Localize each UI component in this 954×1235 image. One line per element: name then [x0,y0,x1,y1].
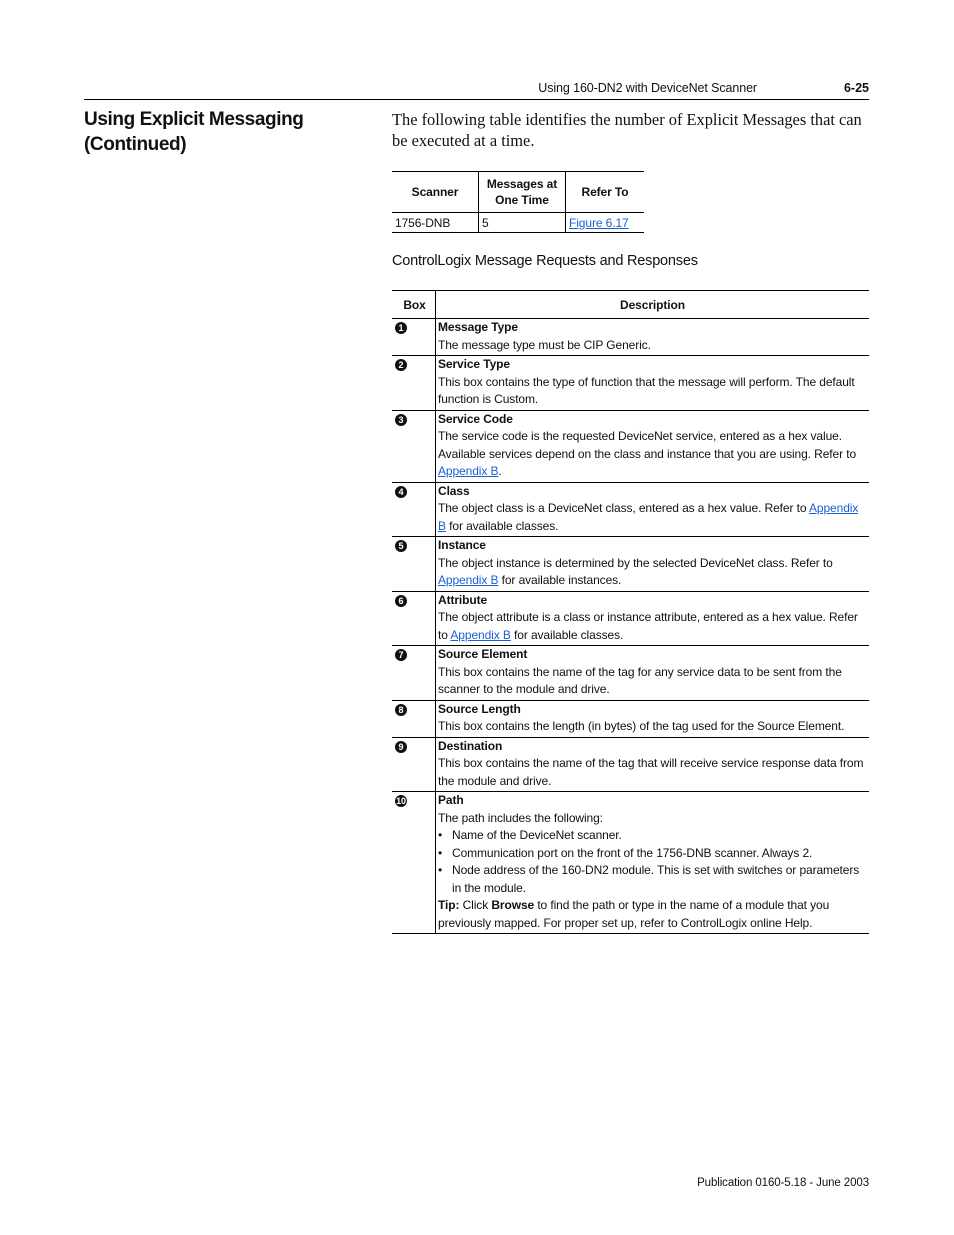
section-title-line2: (Continued) [84,134,187,155]
field-description-text: This box contains the type of function that the message will perform. The default function is Custom. [438,374,855,406]
description-cell [436,410,870,482]
table-caption: ControlLogix Message Requests and Responses [392,253,698,269]
field-description-suffix: for available classes. [514,627,624,642]
field-description-suffix: for available classes. [449,518,559,533]
table-row [392,700,869,737]
field-description-suffix: . [498,464,502,478]
box-number-cell [392,591,436,646]
box-description-table [392,290,869,934]
field-description [438,500,867,535]
cell-refer-to [566,213,645,233]
field-description-text: This box contains the name of the tag for any service data to be sent from the scanner to the module and drive. [438,664,842,696]
field-title: Source Element [438,647,528,661]
col-box: Box [392,291,436,319]
box-number-cell [392,537,436,592]
box-number-badge: 2 [395,359,407,371]
tip-note [438,897,867,932]
field-description-text: The path includes the following: [438,810,603,825]
list-item: • Node address of the 160-DN2 module. This is set with switches or parameters in the module. [438,862,867,897]
box-number-badge: 6 [395,595,407,607]
description-cell [436,737,870,792]
field-title: Source Length [438,701,521,716]
box-number-badge: 9 [395,741,407,753]
field-title: Path [438,793,464,807]
messages-table-header [392,172,644,213]
field-title: Instance [438,538,486,552]
messages-table [392,171,644,233]
col-messages: Messages at One Time [479,172,566,213]
box-number-badge: 5 [395,540,407,552]
field-title: Class [438,483,470,498]
page-number: 6-25 [843,81,869,95]
field-title: Attribute [438,592,488,607]
field-description [438,810,867,828]
header-rule [84,99,869,100]
table-row [392,410,869,482]
tip-label: Tip: [438,898,460,912]
box-number-cell [392,700,436,737]
section-title [84,107,344,157]
table-row [392,213,644,233]
table-row [392,792,869,934]
running-header-title: Using 160-DN2 with DeviceNet Scanner [538,81,757,95]
publication-footer: Publication 0160-5.18 - June 2003 [697,1177,869,1189]
box-number-cell [392,646,436,701]
field-description [438,664,867,699]
appendix-b-link[interactable]: Appendix B [438,464,499,478]
list-item: • Communication port on the front of the 1756-DNB scanner. Always 2. [438,845,867,863]
table-row [392,482,869,537]
col-scanner: Scanner [392,172,479,213]
description-cell [436,792,870,934]
box-number-badge: 8 [395,704,407,716]
table-row [392,591,869,646]
field-description [438,609,867,644]
field-description-text: The service code is the requested DeviceNet service, entered as a hex value. Available services depend on the class and instance that you are using. Refer to [438,429,857,461]
tip-text: Click [462,898,489,912]
description-cell [436,700,870,737]
description-cell [436,591,870,646]
box-number-cell [392,319,436,356]
box-number-cell [392,356,436,411]
field-description-text: The message type must be CIP Generic. [438,337,651,352]
tip-text: to find the path or type in the name of a module that you previously mapped. For proper set up, refer to ControlLogix online Help. [438,898,830,930]
field-description-text: The object instance is determined by the selected DeviceNet class. Refer to [438,555,833,570]
col-description: Description [620,297,685,312]
box-number-cell [392,792,436,934]
field-description-text: This box contains the name of the tag that will receive service response data from the module and drive. [438,756,864,788]
tip-browse: Browse [491,898,535,912]
field-description [438,555,867,590]
field-description [438,337,867,355]
field-title: Service Code [438,411,513,426]
box-table-header [392,291,869,319]
table-row [392,737,869,792]
field-title: Message Type [438,320,518,334]
table-row [392,356,869,411]
field-description [438,428,867,481]
box-number-badge: 4 [395,486,407,498]
field-title: Service Type [438,357,510,371]
list-item: • Name of the DeviceNet scanner. [438,827,867,845]
field-description-text: This box contains the length (in bytes) of the tag used for the Source Element. [438,719,845,733]
box-number-badge: 7 [395,649,407,661]
field-description-text: The object attribute is a class or instance attribute, entered as a hex value. Refer to [438,610,858,642]
table-row [392,646,869,701]
box-number-cell [392,737,436,792]
appendix-b-link[interactable]: Appendix B [450,627,511,642]
field-title: Destination [438,738,503,753]
field-description-text: The object class is a DeviceNet class, entered as a hex value. Refer to [438,501,807,515]
box-number-cell [392,482,436,537]
appendix-b-link[interactable]: Appendix B [438,573,499,587]
col-refer-to: Refer To [581,185,629,199]
figure-link[interactable]: Figure 6.17 [569,215,629,230]
box-number-badge: 1 [395,322,407,334]
description-cell [436,537,870,592]
field-description [438,374,867,409]
description-cell [436,646,870,701]
field-description-suffix: for available instances. [501,573,622,587]
description-cell [436,319,870,356]
intro-paragraph: The following table identifies the number of Explicit Messages that can be executed at a time. [392,110,862,150]
box-number-cell [392,410,436,482]
box-number-badge: 10 [396,796,406,806]
description-cell [436,482,870,537]
field-description [438,755,867,790]
box-table-body [392,319,869,934]
appendix-b-link[interactable]: Appendix B [438,501,859,533]
table-row [392,537,869,592]
table-row [392,319,869,356]
section-title-line1: Using Explicit Messaging [84,109,304,130]
cell-scanner: 1756-DNB [392,213,479,233]
box-number-badge: 3 [395,414,407,426]
path-bullet-list [438,827,867,897]
description-cell [436,356,870,411]
cell-messages: 5 [479,213,566,233]
field-description [438,718,867,736]
